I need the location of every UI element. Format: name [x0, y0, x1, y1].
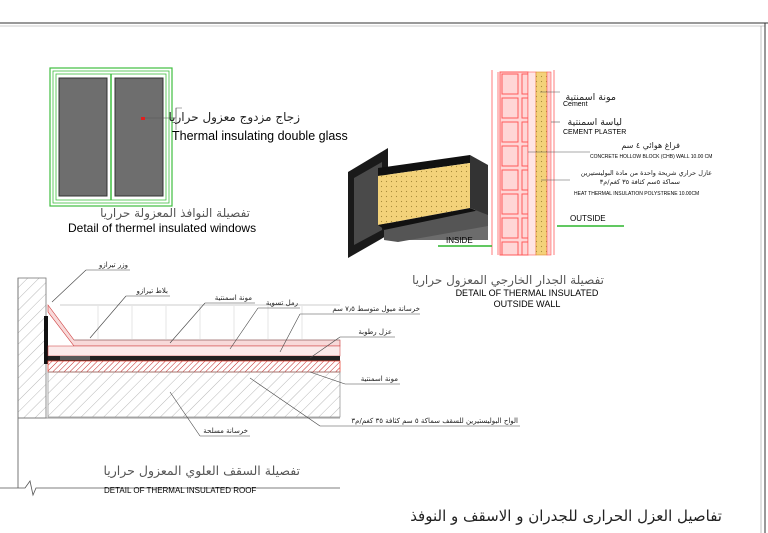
windows-title-en: Detail of thermel insulated windows	[68, 221, 257, 235]
glass-pane-left	[59, 78, 107, 196]
glass-label-ar: زجاج مزدوج معزول حراريا	[168, 110, 300, 124]
wall-block-en: CONCRETE HOLLOW BLOCK (CHB) WALL 10.00 CM	[590, 154, 713, 160]
glass-marker	[141, 117, 145, 120]
air-gap-layer	[528, 72, 536, 255]
roof-screed: خرسانة ميول متوسط ٧٫٥ سم	[332, 305, 420, 313]
wall-title-ar: تفصيلة الجدار الخارجي المعزول حراريا	[412, 273, 604, 287]
sheet-title: تفاصيل العزل الحرارى للجدران و الاسقف و النوفذ	[410, 507, 722, 525]
roof-cement-mortar: مونة اسمنتية	[214, 294, 252, 302]
roof-terrazzo-tile: بلاط تيرازو	[136, 287, 168, 295]
roof-damp: عزل رطوبة	[358, 328, 392, 336]
wall-insul-ar-2: سماكة ٥سم كثافة ٣٥ كغم/م٣	[599, 178, 680, 186]
damp-proof-layer	[48, 356, 340, 361]
wall-title-en-2: OUTSIDE WALL	[493, 299, 561, 309]
parapet-wall	[18, 278, 46, 418]
wall-air-ar: فراغ هوائي ٤ سم	[621, 141, 680, 150]
plaster-layer	[547, 72, 551, 255]
parapet-edge	[44, 316, 48, 364]
polystyrene-layer-roof	[48, 361, 340, 372]
wall-plaster-ar: لياسة اسمنتية	[567, 117, 622, 128]
roof-terrazzo-skirting: وزر تيرازو	[99, 261, 128, 269]
glass-pane-right	[115, 78, 163, 196]
roof-title-ar: تفصيلة السقف العلوي المعزول حراريا	[103, 463, 300, 478]
glass-label-en: Thermal insulating double glass	[172, 129, 348, 143]
wall-outside: OUTSIDE	[570, 214, 606, 223]
concrete-slab	[48, 372, 340, 417]
roof-detail	[0, 270, 520, 495]
roof-title-en: DETAIL OF THERMAL INSULATED ROOF	[104, 486, 257, 495]
roof-sand: رمل تسوية	[265, 299, 298, 307]
wall-inside: INSIDE	[446, 236, 473, 245]
wall-insul-ar-1: عازل حراري شريحة واحدة من مادة البوليستيرين	[580, 169, 712, 177]
roof-slab: خرسانة مسلحة	[203, 427, 248, 435]
screed-layer	[48, 346, 340, 356]
wall-title-en-1: DETAIL OF THERMAL INSULATED	[455, 288, 599, 298]
wall-plaster-en: CEMENT PLASTER	[563, 129, 627, 136]
wall-insul-en: HEAT THERMAL INSULATION POLYSTRENE 10.00CM	[574, 191, 700, 197]
windows-title-ar: تفصيلة النوافذ المعزولة حراريا	[100, 206, 250, 220]
wall-cement-ar: مونة اسمنتية	[565, 92, 616, 103]
wall-cement-en: Cement	[563, 101, 588, 108]
hollow-block-layer	[500, 72, 528, 255]
window-detail	[50, 68, 182, 206]
roof-polystyrene: الواح البوليستيرين للسقف سماكة ٥ سم كثافة ٣٥ كغم/م٣	[351, 417, 518, 425]
roof-mortar2: مونة اسمنتية	[360, 375, 398, 383]
